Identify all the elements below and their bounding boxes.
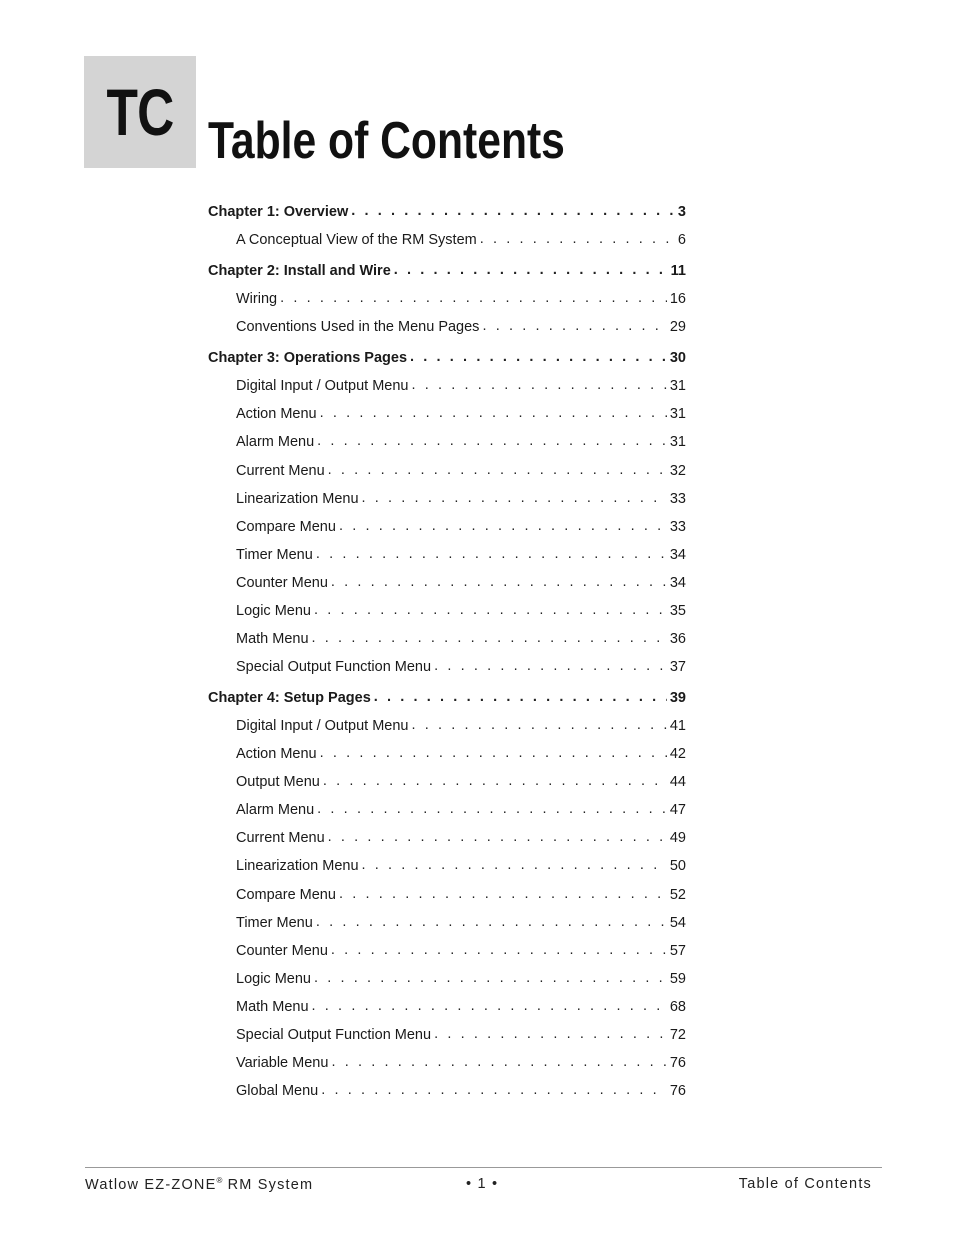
footer-section-title: Table of Contents bbox=[738, 1176, 872, 1192]
toc-entry-page-number: 31 bbox=[669, 406, 686, 422]
toc-entry-label: Variable Menu bbox=[236, 1055, 329, 1071]
toc-section-entry[interactable] bbox=[236, 544, 686, 564]
page-title: Table of Contents bbox=[208, 112, 565, 170]
toc-entry-page-number: 59 bbox=[669, 971, 686, 987]
toc-entry-label: Math Menu bbox=[236, 631, 309, 647]
toc-section-entry[interactable] bbox=[236, 1052, 686, 1072]
dot-leader bbox=[320, 404, 667, 422]
toc-entry-label: Logic Menu bbox=[236, 603, 311, 619]
toc-entry-page-number: 41 bbox=[669, 718, 686, 734]
toc-entry-page-number: 68 bbox=[669, 999, 686, 1015]
chapter-badge-text: TC bbox=[106, 75, 174, 149]
toc-section-entry[interactable] bbox=[236, 572, 686, 592]
toc-entry-label: Logic Menu bbox=[236, 971, 311, 987]
toc-section-entry[interactable] bbox=[236, 996, 686, 1016]
toc-entry-page-number: 31 bbox=[669, 378, 686, 394]
toc-chapter-entry[interactable] bbox=[208, 201, 686, 221]
toc-entry-label: Chapter 2: Install and Wire bbox=[208, 263, 391, 279]
toc-section-entry[interactable] bbox=[236, 771, 686, 791]
toc-entry-label: Special Output Function Menu bbox=[236, 1027, 432, 1043]
toc-entry-page-number: 33 bbox=[669, 519, 686, 535]
dot-leader bbox=[410, 348, 667, 366]
dot-leader bbox=[351, 202, 675, 220]
toc-entry-label: Math Menu bbox=[236, 999, 309, 1015]
toc-entry-label: Current Menu bbox=[236, 463, 325, 479]
dot-leader bbox=[312, 997, 667, 1015]
toc-entry-page-number: 72 bbox=[669, 1027, 686, 1043]
toc-section-entry[interactable] bbox=[236, 799, 686, 819]
toc-entry-page-number: 42 bbox=[669, 746, 686, 762]
toc-section-entry[interactable] bbox=[236, 827, 686, 847]
dot-leader bbox=[314, 969, 667, 987]
toc-entry-page-number: 76 bbox=[669, 1055, 686, 1071]
toc-entry-page-number: 33 bbox=[669, 491, 686, 507]
toc-section-entry[interactable] bbox=[236, 715, 686, 735]
toc-entry-page-number: 52 bbox=[669, 887, 686, 903]
toc-entry-page-number: 36 bbox=[669, 631, 686, 647]
dot-leader bbox=[394, 261, 668, 279]
dot-leader bbox=[328, 828, 667, 846]
dot-leader bbox=[331, 573, 667, 591]
toc-section-entry[interactable] bbox=[236, 968, 686, 988]
toc-section-entry[interactable] bbox=[236, 403, 686, 423]
toc-section-entry[interactable] bbox=[236, 229, 686, 249]
dot-leader bbox=[434, 1025, 667, 1043]
toc-section-entry[interactable] bbox=[236, 316, 686, 336]
toc-entry-page-number: 37 bbox=[669, 659, 686, 675]
toc-section-entry[interactable] bbox=[236, 516, 686, 536]
toc-entry-page-number: 57 bbox=[669, 943, 686, 959]
toc-section-entry[interactable] bbox=[236, 488, 686, 508]
dot-leader bbox=[362, 489, 667, 507]
toc-section-entry[interactable] bbox=[236, 460, 686, 480]
toc-entry-page-number: 49 bbox=[669, 830, 686, 846]
dot-leader bbox=[323, 772, 667, 790]
toc-entry-label: Counter Menu bbox=[236, 943, 328, 959]
toc-entry-page-number: 11 bbox=[670, 263, 686, 279]
dot-leader bbox=[317, 432, 667, 450]
dot-leader bbox=[480, 230, 675, 248]
dot-leader bbox=[362, 856, 667, 874]
toc-section-entry[interactable] bbox=[236, 1024, 686, 1044]
toc-entry-label: Linearization Menu bbox=[236, 858, 359, 874]
toc-entry-label: Output Menu bbox=[236, 774, 320, 790]
toc-entry-page-number: 47 bbox=[669, 802, 686, 818]
toc-entry-label: Digital Input / Output Menu bbox=[236, 378, 409, 394]
toc-entry-label: Action Menu bbox=[236, 406, 317, 422]
dot-leader bbox=[320, 744, 667, 762]
toc-entry-label: Chapter 1: Overview bbox=[208, 204, 349, 220]
dot-leader bbox=[321, 1081, 667, 1099]
toc-entry-label: Compare Menu bbox=[236, 519, 336, 535]
toc-entry-page-number: 34 bbox=[669, 575, 686, 591]
toc-entry-label: Chapter 3: Operations Pages bbox=[208, 350, 408, 366]
dot-leader bbox=[316, 913, 667, 931]
toc-entry-label: Current Menu bbox=[236, 830, 325, 846]
toc-entry-label: Linearization Menu bbox=[236, 491, 359, 507]
dot-leader bbox=[331, 1053, 666, 1071]
toc-entry-label: Alarm Menu bbox=[236, 802, 315, 818]
toc-section-entry[interactable] bbox=[236, 375, 686, 395]
toc-entry-label: Timer Menu bbox=[236, 915, 313, 931]
toc-section-entry[interactable] bbox=[236, 656, 686, 676]
toc-entry-label: Timer Menu bbox=[236, 547, 313, 563]
toc-entry-page-number: 35 bbox=[669, 603, 686, 619]
toc-entry-page-number: 39 bbox=[669, 690, 686, 706]
footer-brand: Watlow EZ-ZONE bbox=[85, 1176, 217, 1193]
dot-leader bbox=[482, 317, 666, 335]
dot-leader bbox=[412, 716, 667, 734]
toc-section-entry[interactable] bbox=[236, 1080, 686, 1100]
toc-entry-page-number: 29 bbox=[669, 319, 686, 335]
dot-leader bbox=[374, 688, 667, 706]
registered-mark: ® bbox=[216, 1176, 223, 1185]
toc-section-entry[interactable] bbox=[236, 743, 686, 763]
toc-chapter-entry[interactable] bbox=[208, 687, 686, 707]
toc-entry-label: Digital Input / Output Menu bbox=[236, 718, 409, 734]
toc-entry-page-number: 6 bbox=[677, 232, 686, 248]
toc-entry-label: Alarm Menu bbox=[236, 434, 315, 450]
toc-section-entry[interactable] bbox=[236, 855, 686, 875]
toc-entry-page-number: 16 bbox=[669, 291, 686, 307]
toc-section-entry[interactable] bbox=[236, 288, 686, 308]
footer-page-number: • 1 • bbox=[466, 1176, 499, 1192]
footer-divider bbox=[85, 1167, 882, 1168]
toc-entry-label: Wiring bbox=[236, 291, 278, 307]
footer-product-name bbox=[85, 1176, 313, 1193]
toc-section-entry[interactable] bbox=[236, 600, 686, 620]
dot-leader bbox=[412, 376, 667, 394]
dot-leader bbox=[339, 517, 667, 535]
toc-entry-page-number: 44 bbox=[669, 774, 686, 790]
toc-entry-label: Global Menu bbox=[236, 1083, 319, 1099]
toc-entry-label: Counter Menu bbox=[236, 575, 328, 591]
toc-section-entry[interactable] bbox=[236, 940, 686, 960]
toc-section-entry[interactable] bbox=[236, 884, 686, 904]
dot-leader bbox=[339, 885, 667, 903]
toc-chapter-entry[interactable] bbox=[208, 347, 686, 367]
toc-entry-label: Chapter 4: Setup Pages bbox=[208, 690, 371, 706]
toc-entry-page-number: 34 bbox=[669, 547, 686, 563]
dot-leader bbox=[317, 800, 667, 818]
dot-leader bbox=[331, 941, 667, 959]
toc-section-entry[interactable] bbox=[236, 912, 686, 932]
toc-entry-page-number: 31 bbox=[669, 434, 686, 450]
toc-entry-page-number: 30 bbox=[669, 350, 686, 366]
toc-entry-page-number: 32 bbox=[669, 463, 686, 479]
dot-leader bbox=[312, 629, 667, 647]
dot-leader bbox=[314, 601, 667, 619]
toc-section-entry[interactable] bbox=[236, 628, 686, 648]
dot-leader bbox=[280, 289, 667, 307]
dot-leader bbox=[328, 461, 667, 479]
toc-entry-page-number: 3 bbox=[677, 204, 686, 220]
toc-section-entry[interactable] bbox=[236, 431, 686, 451]
footer-product: RM System bbox=[222, 1176, 314, 1193]
toc-entry-page-number: 76 bbox=[669, 1083, 686, 1099]
toc-entry-label: Special Output Function Menu bbox=[236, 659, 432, 675]
dot-leader bbox=[316, 545, 667, 563]
toc-entry-label: Compare Menu bbox=[236, 887, 336, 903]
toc-entry-page-number: 50 bbox=[669, 858, 686, 874]
toc-chapter-entry[interactable] bbox=[208, 260, 686, 280]
toc-entry-label: A Conceptual View of the RM System bbox=[236, 232, 477, 248]
dot-leader bbox=[434, 657, 667, 675]
toc-entry-label: Action Menu bbox=[236, 746, 317, 762]
toc-entry-label: Conventions Used in the Menu Pages bbox=[236, 319, 480, 335]
toc-entry-page-number: 54 bbox=[669, 915, 686, 931]
